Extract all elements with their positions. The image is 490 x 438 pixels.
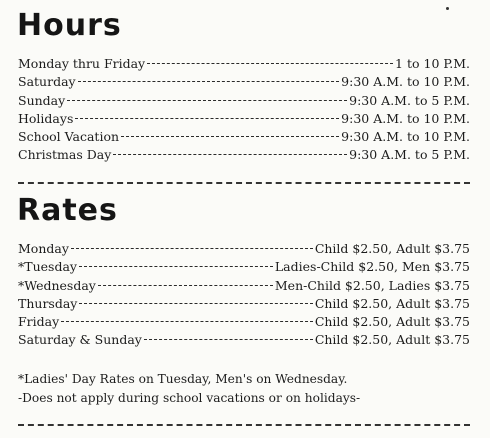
rates-day: *Tuesday — [18, 259, 77, 275]
rates-day: *Wednesday — [18, 277, 96, 293]
footnote-ladies-day: *Ladies' Day Rates on Tuesday, Men's on Wednesday. — [18, 372, 348, 386]
dotted-leader — [71, 248, 313, 249]
hours-day: School Vacation — [18, 129, 120, 145]
rates-price: Ladies-Child $2.50, Men $3.75 — [274, 259, 470, 275]
hours-day: Monday thru Friday — [18, 56, 146, 71]
rates-price: Child $2.50, Adult $3.75 — [314, 295, 470, 311]
hours-time: 9:30 A.M. to 5 P.M. — [349, 92, 470, 108]
hours-row — [18, 110, 470, 128]
hours-row — [18, 146, 470, 164]
rates-row — [18, 331, 470, 349]
hours-list — [18, 55, 470, 165]
dotted-leader — [121, 136, 339, 137]
rates-day: Thursday — [18, 295, 78, 311]
hours-row — [18, 73, 470, 91]
hours-row — [18, 128, 470, 146]
dotted-leader — [144, 339, 313, 340]
hours-day: Holidays — [18, 110, 74, 126]
hours-time: 9:30 A.M. to 10 P.M. — [341, 129, 470, 145]
hours-row — [18, 55, 470, 73]
hours-day: Sunday — [18, 92, 66, 108]
dotted-leader — [79, 266, 273, 267]
hours-heading: Hours — [17, 8, 122, 43]
rates-heading: Rates — [17, 193, 118, 228]
hours-day: Christmas Day — [18, 147, 112, 163]
rates-row — [18, 313, 470, 331]
hours-time: 9:30 A.M. to 5 P.M. — [349, 147, 470, 163]
rates-row — [18, 258, 470, 276]
dotted-leader — [75, 118, 339, 119]
rates-day: Saturday & Sunday — [18, 332, 142, 348]
print-speck — [446, 7, 449, 10]
dotted-leader — [98, 285, 273, 286]
footnote-exclusions: -Does not apply during school vacations or on holidays- — [18, 391, 361, 405]
rates-day: Monday — [18, 241, 69, 256]
hours-time: 9:30 A.M. to 10 P.M. — [341, 110, 470, 126]
dotted-leader — [78, 81, 340, 82]
section-divider — [18, 182, 470, 184]
section-divider — [18, 424, 470, 426]
hours-day: Saturday — [18, 74, 76, 90]
rates-price: Child $2.50, Adult $3.75 — [314, 332, 470, 348]
hours-time: 1 to 10 P.M. — [395, 56, 470, 71]
rates-price: Child $2.50, Adult $3.75 — [314, 314, 470, 330]
rates-footnotes — [18, 370, 478, 408]
dotted-leader — [61, 321, 313, 322]
rates-day: Friday — [18, 314, 60, 330]
dotted-leader — [147, 63, 393, 64]
rates-price: Child $2.50, Adult $3.75 — [314, 241, 470, 256]
hours-time: 9:30 A.M. to 10 P.M. — [341, 74, 470, 90]
rates-list — [18, 240, 470, 350]
dotted-leader — [67, 100, 347, 101]
rates-price: Men-Child $2.50, Ladies $3.75 — [274, 277, 470, 293]
rates-row — [18, 295, 470, 313]
hours-row — [18, 92, 470, 110]
rates-row — [18, 277, 470, 295]
dotted-leader — [113, 154, 347, 155]
dotted-leader — [79, 303, 312, 304]
rates-row — [18, 240, 470, 258]
